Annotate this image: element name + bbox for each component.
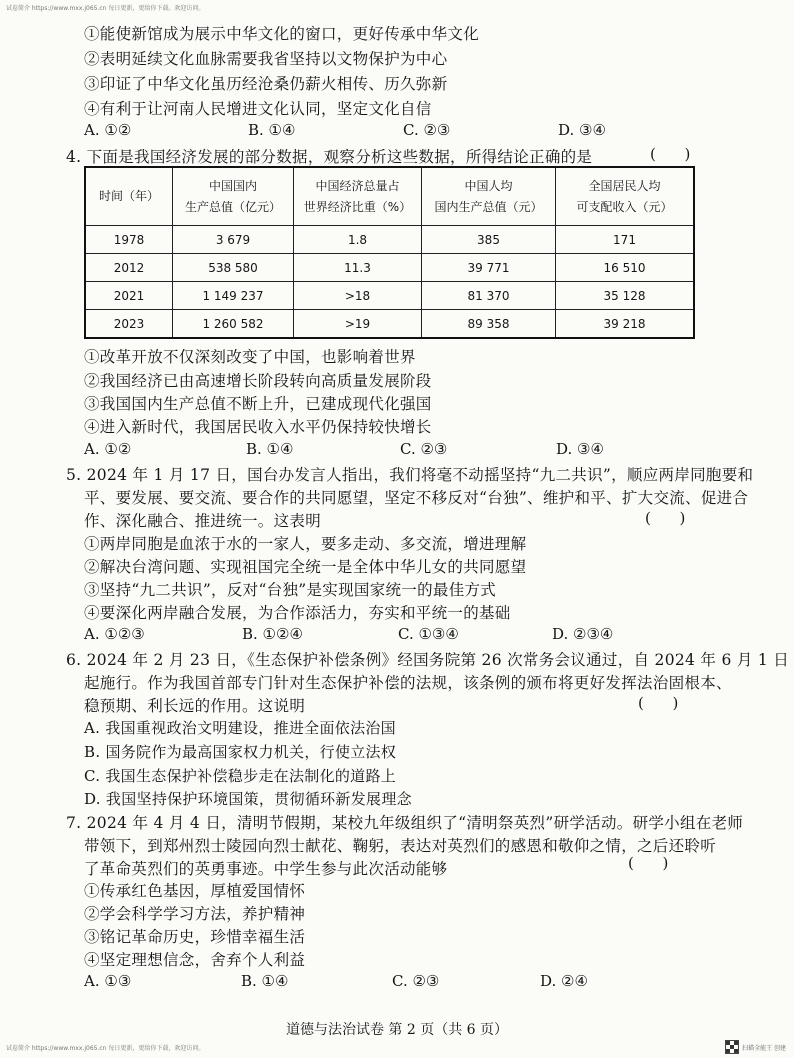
q5-statement-3: ③坚持“九二共识”，反对“台独”是实现国家统一的最佳方式 [84, 581, 497, 599]
scanner-label: 扫描全能王 创建 [742, 1044, 786, 1052]
table-cell: 1 260 582 [173, 310, 294, 339]
table-header-year: 时间（年） [85, 167, 173, 226]
economic-data-table [84, 166, 695, 339]
q6-option-d[interactable]: D. 我国坚持保护环境国策，贯彻循环新发展理念 [84, 790, 412, 808]
q4-choice-c[interactable]: C. ②③ [400, 440, 448, 458]
q7-statement-1: ①传承红色基因，厚植爱国情怀 [84, 882, 306, 900]
q3-choice-a[interactable]: A. ①② [84, 121, 132, 139]
scanner-badge [725, 1040, 786, 1054]
q3-statement-1: ①能使新馆成为展示中华文化的窗口，更好传承中华文化 [84, 25, 480, 43]
q4-choice-a[interactable]: A. ①② [84, 440, 132, 458]
q6-answer-blank[interactable]: ( ) [638, 694, 679, 712]
q5-stem-line-3: 作、深化融合、推进统一。这表明 [84, 512, 322, 530]
q5-choice-a[interactable]: A. ①②③ [84, 625, 145, 643]
table-cell: 35 128 [556, 282, 695, 310]
q7-choice-c[interactable]: C. ②③ [392, 972, 440, 990]
table-cell: 2012 [85, 254, 173, 282]
table-header-world-share: 中国经济总量占 世界经济比重（%） [294, 167, 422, 226]
q7-stem-line-1: 7. 2024 年 4 月 4 日，清明节假期，某校九年级组织了“清明祭英烈”研学活动。研学小组在老师 [66, 814, 744, 832]
q7-statement-4: ④坚定理想信念，舍弃个人利益 [84, 951, 306, 969]
q4-choice-b[interactable]: B. ①④ [246, 440, 294, 458]
q6-stem-line-1: 6. 2024 年 2 月 23 日，《生态保护补偿条例》经国务院第 26 次常务会议通过，自 2024 年 6 月 1 日 [66, 651, 790, 669]
q6-stem-line-2: 起施行。作为我国首部专门针对生态保护补偿的法规，该条例的颁布将更好发挥法治固根本、 [84, 674, 732, 692]
q7-stem-line-3: 了革命英烈们的英勇事迹。中学生参与此次活动能够 [84, 860, 448, 878]
q7-choice-a[interactable]: A. ①③ [84, 972, 132, 990]
table-cell: 1.8 [294, 226, 422, 254]
table-cell: 89 358 [422, 310, 556, 339]
table-cell: 39 218 [556, 310, 695, 339]
q4-statement-3: ③我国国内生产总值不断上升，已建成现代化强国 [84, 395, 432, 413]
table-row [85, 310, 694, 339]
table-row [85, 282, 694, 310]
q6-option-a[interactable]: A. 我国重视政治文明建设，推进全面依法治国 [84, 719, 396, 737]
q5-choice-c[interactable]: C. ①③④ [398, 625, 459, 643]
q6-option-c[interactable]: C. 我国生态保护补偿稳步走在法制化的道路上 [84, 767, 397, 785]
q3-choice-b[interactable]: B. ①④ [248, 121, 296, 139]
table-header-income: 全国居民人均 可支配收入（元） [556, 167, 695, 226]
q3-statement-4: ④有利于让河南人民增进文化认同，坚定文化自信 [84, 100, 432, 118]
page-footer: 道德与法治试卷 第 2 页（共 6 页） [285, 1022, 509, 1038]
table-cell: 39 771 [422, 254, 556, 282]
table-cell: 3 679 [173, 226, 294, 254]
q5-stem-line-1: 5. 2024 年 1 月 17 日，国台办发言人指出，我们将毫不动摇坚持“九二共识”，顺应两岸同胞要和 [66, 466, 754, 484]
table-row [85, 254, 694, 282]
q4-choice-d[interactable]: D. ③④ [556, 440, 604, 458]
table-row [85, 226, 694, 254]
q7-stem-line-2: 带领下，到郑州烈士陵园向烈士献花、鞠躬，表达对英烈们的感恩和敬仰之情，之后还聆听 [84, 837, 717, 855]
q7-statement-3: ③铭记革命历史，珍惜幸福生活 [84, 928, 306, 946]
table-header-gdp-per-capita: 中国人均 国内生产总值（元） [422, 167, 556, 226]
q4-stem: 4. 下面是我国经济发展的部分数据，观察分析这些数据，所得结论正确的是 [66, 148, 593, 166]
table-cell: 1978 [85, 226, 173, 254]
q7-answer-blank[interactable]: ( ) [628, 854, 669, 872]
table-cell: 2021 [85, 282, 173, 310]
table-header-row [85, 167, 694, 226]
q5-statement-2: ②解决台湾问题、实现祖国完全统一是全体中华儿女的共同愿望 [84, 558, 527, 576]
table-cell: 2023 [85, 310, 173, 339]
table-header-gdp: 中国国内 生产总值（亿元） [173, 167, 294, 226]
q4-statement-4: ④进入新时代，我国居民收入水平仍保持较快增长 [84, 418, 432, 436]
q4-answer-blank[interactable]: ( ) [650, 145, 691, 163]
table-cell: 81 370 [422, 282, 556, 310]
q5-choice-d[interactable]: D. ②③④ [552, 625, 614, 643]
table-cell: 538 580 [173, 254, 294, 282]
table-cell: >18 [294, 282, 422, 310]
table-cell: 11.3 [294, 254, 422, 282]
table-cell: 385 [422, 226, 556, 254]
q3-statement-3: ③印证了中华文化虽历经沧桑仍薪火相传、历久弥新 [84, 75, 448, 93]
q3-choice-c[interactable]: C. ②③ [403, 121, 451, 139]
q6-option-b[interactable]: B. 国务院作为最高国家权力机关，行使立法权 [84, 743, 397, 761]
watermark-top: 试卷简介 https://www.mxx.j065.cn 每日更新，更给你下载。欢迎访问。 [6, 5, 205, 12]
q4-statement-2: ②我国经济已由高速增长阶段转向高质量发展阶段 [84, 372, 432, 390]
q5-choice-b[interactable]: B. ①②④ [242, 625, 303, 643]
q7-statement-2: ②学会科学学习方法，养护精神 [84, 905, 306, 923]
q6-stem-line-3: 稳预期、利长远的作用。这说明 [84, 697, 306, 715]
table-cell: >19 [294, 310, 422, 339]
q4-statement-1: ①改革开放不仅深刻改变了中国，也影响着世界 [84, 348, 416, 366]
q3-choice-d[interactable]: D. ③④ [558, 121, 606, 139]
q7-choice-b[interactable]: B. ①④ [241, 972, 289, 990]
q5-stem-line-2: 平、要发展、要交流、要合作的共同愿望，坚定不移反对“台独”、维护和平、扩大交流、促进合 [84, 489, 749, 507]
table-cell: 1 149 237 [173, 282, 294, 310]
q5-statement-4: ④要深化两岸融合发展，为合作添活力，夯实和平统一的基础 [84, 604, 511, 622]
q3-statement-2: ②表明延续文化血脉需要我省坚持以文物保护为中心 [84, 50, 448, 68]
q5-statement-1: ①两岸同胞是血浓于水的一家人，要多走动、多交流，增进理解 [84, 535, 527, 553]
qr-code-icon [725, 1040, 739, 1054]
q5-answer-blank[interactable]: ( ) [645, 509, 686, 527]
table-cell: 16 510 [556, 254, 695, 282]
watermark-bottom: 试卷简介 https://www.mxx.j065.cn 每日更新，更给你下载，欢迎访问。 [6, 1045, 205, 1052]
table-cell: 171 [556, 226, 695, 254]
q7-choice-d[interactable]: D. ②④ [540, 972, 588, 990]
